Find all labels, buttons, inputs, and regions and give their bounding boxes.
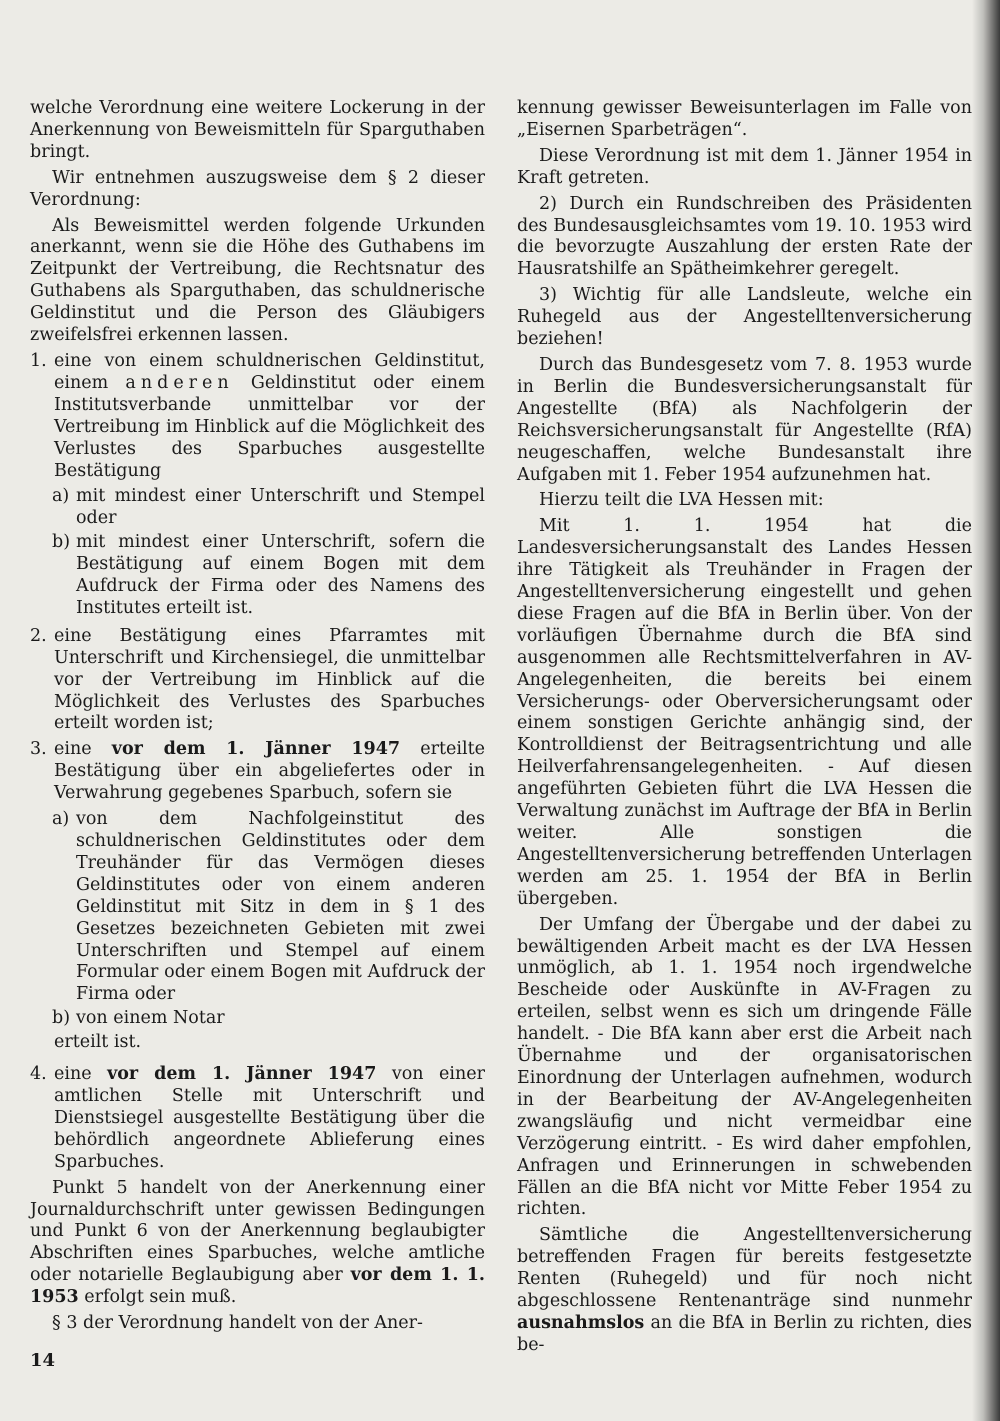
paragraph: Diese Verordnung ist mit dem 1. Jänner 1954 in Kraft getreten. bbox=[517, 145, 972, 188]
list-text: eine von einem schuldnerischen Geldinstitut, einem bbox=[54, 350, 485, 393]
paragraph: 3) Wichtig für alle Landsleute, welche ein Ruhegeld aus der Angestelltenversicherung beziehen! bbox=[517, 285, 972, 350]
list-tail: erteilt ist. bbox=[54, 1032, 142, 1053]
page-number: 14 bbox=[30, 1350, 56, 1371]
right-column bbox=[517, 98, 972, 1361]
sub-label: a) bbox=[52, 486, 70, 507]
paragraph-text: Sämtliche die Angestelltenversicherung betreffenden Fragen für bereits festgesetzte Renten (Ruhegeld) und für noch nicht abgeschlossene Rentenanträge sind nunmehr bbox=[517, 1225, 972, 1312]
paragraph: § 3 der Verordnung handelt von der Aner- bbox=[52, 1313, 423, 1334]
paragraph-text: erfolgt sein muß. bbox=[84, 1287, 237, 1308]
paragraph: kennung gewisser Beweisunterlagen im Falle von „Eisernen Sparbeträgen“. bbox=[517, 98, 972, 140]
paragraph-text: Punkt 5 handelt von der Anerkennung einer Journaldurchschrift unter gewissen Bedingungen und Punkt 6 von der Anerkennung beglaubigter Abschriften eines Sparbuches, welche amtliche oder notarielle Beglaubigung aber bbox=[30, 1177, 485, 1286]
paragraph: Durch das Bundesgesetz vom 7. 8. 1953 wurde in Berlin die Bundesversicherungsanstalt für Angestellte (BfA) als Nachfolgerin der Reichsversicherungsanstalt für Angestellte (RfA) neugeschaffen, welche Bundesanstalt ihre Aufgaben mit 1. Feber 1954 aufzunehmen hat. bbox=[517, 354, 972, 485]
left-column bbox=[30, 98, 485, 1339]
list-item-2 bbox=[30, 626, 485, 736]
list-text: Geldinstitut oder einem Institutsverbande unmittelbar vor der Vertreibung im Hinblick auf die Möglichkeit des Verlustes des Sparbuches ausgestellte Bestätigung bbox=[54, 372, 485, 481]
list-text: eine bbox=[54, 1064, 92, 1085]
paragraph: Hierzu teilt die LVA Hessen mit: bbox=[539, 490, 824, 511]
paragraph: Mit 1. 1. 1954 hat die Landesversicherungsanstalt des Landes Hessen ihre Tätigkeit als Treuhänder in Fragen der Angestelltenversicherung eingestellt und gehen diese Fragen auf die BfA in Berlin über. Von der vorläufigen Übernahme durch die BfA sind ausgenommen alle Rechtsmittelverfahren in AV-Angelegenheiten, die bereits bei einem Versicherungs- oder Oberversicherungsamt oder einem sonstigen Gerichte anhängig sind, der Kontrolldienst der Beitragsentrichtung und alle Heilverfahrensangelegenheiten. - Auf diesen angeführten Gebieten führt die LVA Hessen die Verwaltung zunächst im Auftrage der BfA in Berlin weiter. Alle sonstigen die Angestelltenversicherung betreffenden Unterlagen werden am 25. 1. 1954 der BfA in Berlin übergeben. bbox=[517, 516, 972, 909]
sub-label: a) bbox=[52, 809, 70, 830]
paragraph-text: an die BfA in Berlin zu richten, dies be- bbox=[517, 1312, 972, 1355]
list-item-1 bbox=[30, 351, 485, 482]
paragraph bbox=[517, 1225, 972, 1356]
list-number: 2. bbox=[30, 625, 47, 646]
list-number: 3. bbox=[30, 739, 47, 760]
paragraph: Der Umfang der Übergabe und der dabei zu bewältigenden Arbeit macht es der LVA Hessen unmöglich, ab 1. 1. 1954 noch irgendwelche Bescheide oder Auskünfte in AV-Fragen zu erteilen, selbst wenn es sich um dringende Fälle handelt. - Die BfA kann aber erst die Arbeit nach Übernahme und der organisatorischen Einordnung der Unterlagen aufnehmen, wodurch in der Bearbeitung der AV-Angelegenheiten zwangsläufig und nicht vermeidbar eine Verzögerung eintritt. - Es wird daher empfohlen, Anfragen und Erinnerungen in schwebenden Fällen an die BfA nicht vor Mitte Feber 1954 zu richten. bbox=[517, 914, 972, 1220]
bold-date: vor dem 1. Jänner 1947 bbox=[107, 1064, 377, 1085]
paragraph: welche Verordnung eine weitere Lockerung in der Anerkennung von Beweismitteln für Sparguthaben bringt. bbox=[30, 98, 485, 162]
sub-label: b) bbox=[52, 1008, 71, 1029]
sub-label: b) bbox=[52, 532, 71, 553]
sub-text: mit mindest einer Unterschrift und Stempel oder bbox=[76, 486, 485, 529]
bold-date: vor dem 1. 1. 1953 bbox=[30, 1265, 485, 1308]
list-number: 1. bbox=[30, 350, 47, 371]
paragraph bbox=[30, 1178, 485, 1309]
paragraph: Als Beweismittel werden folgende Urkunden anerkannt, wenn sie die Höhe des Guthabens im Zeitpunkt der Vertreibung, die Rechtsnatur des Guthabens als Sparguthaben, das schuldnerische Geldinstitut und die Person des Gläubigers zweifelsfrei erkennen lassen. bbox=[30, 215, 485, 346]
bold-word: ausnahmslos bbox=[517, 1312, 645, 1333]
paragraph: 2) Durch ein Rundschreiben des Präsidenten des Bundesausgleichsamtes vom 19. 10. 1953 wird die bevorzugte Auszahlung der ersten Rate der Hausratshilfe an Spätheimkehrer geregelt. bbox=[517, 193, 972, 280]
paragraph: Wir entnehmen auszugsweise dem § 2 dieser Verordnung: bbox=[30, 167, 485, 210]
list-text: erteilte Bestätigung über ein abgeliefertes oder in Verwahrung gegebenes Sparbuch, sofern sie bbox=[54, 739, 485, 804]
list-text: von einer amtlichen Stelle mit Unterschrift und Dienstsiegel ausgestellte Bestätigung über die behördlich angeordnete Ablieferung eines Sparbuches. bbox=[54, 1064, 485, 1172]
list-number: 4. bbox=[30, 1064, 47, 1085]
sub-item-b bbox=[30, 532, 485, 620]
sub-item-a bbox=[30, 486, 485, 530]
bold-date: vor dem 1. Jänner 1947 bbox=[111, 739, 401, 760]
emphasized-word: anderen bbox=[125, 372, 234, 393]
list-text: eine bbox=[54, 739, 92, 760]
sub-text: von einem Notar bbox=[76, 1008, 225, 1029]
sub-text: mit mindest einer Unterschrift, sofern die Bestätigung auf einem Bogen mit dem Aufdruck der Firma oder des Namens des Institutes erteilt ist. bbox=[76, 532, 485, 618]
list-text: eine Bestätigung eines Pfarramtes mit Unterschrift und Kirchensiegel, die unmittelbar vor der Vertreibung im Hinblick auf die Möglichkeit des Verlustes des Sparbuches erteilt worden ist; bbox=[54, 625, 485, 734]
list-item-3 bbox=[30, 739, 485, 805]
sub-item-b bbox=[30, 1008, 485, 1030]
page-edge-shadow bbox=[972, 0, 1000, 1421]
sub-text: von dem Nachfolgeinstitut des schuldnerischen Geldinstitutes oder dem Treuhänder für das Vermögen dieses Geldinstitutes oder von einem anderen Geldinstitut mit Sitz in dem in § 1 des Gesetzes bezeichneten Gebieten mit zwei Unterschriften und Stempel auf einem Formular oder einem Bogen mit Aufdruck der Firma oder bbox=[76, 809, 485, 1005]
list-item-4 bbox=[30, 1064, 485, 1174]
sub-item-a bbox=[30, 809, 485, 1006]
